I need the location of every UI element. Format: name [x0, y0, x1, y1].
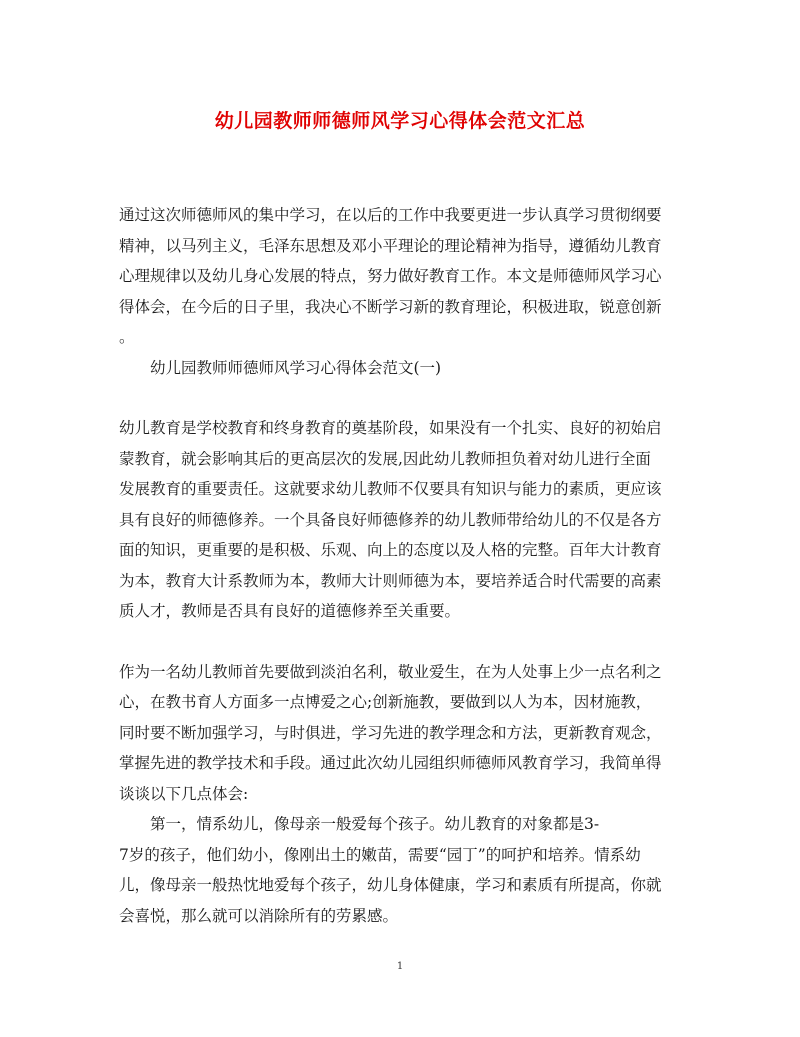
- text-line: 蒙教育，就会影响其后的更高层次的发展,因此幼儿教师担负着对幼儿进行全面: [119, 449, 651, 468]
- text-line: 精神，以马列主义，毛泽东思想及邓小平理论的理论精神为指导，遵循幼儿教育: [119, 236, 662, 255]
- paragraph-1: [119, 413, 685, 627]
- text-line: 心理规律以及幼儿身心发展的特点，努力做好教育工作。本文是师德师风学习心: [119, 267, 662, 285]
- text-line: 会喜悦，那么就可以消除所有的劳累感。: [119, 906, 399, 925]
- text-line: 质人才，教师是否具有良好的道德修养至关重要。: [119, 602, 461, 620]
- text-line: 儿，像母亲一般热忱地爱每个孩子，幼儿身体健康，学习和素质有所提高，你就: [119, 876, 662, 894]
- text-line: 为本，教育大计系教师为本，教师大计则师德为本，要培养适合时代需要的高素: [119, 571, 662, 590]
- text-line: 第一，情系幼儿，像母亲一般爱每个孩子。幼儿教育的对象都是3-: [150, 815, 600, 833]
- section-subheading: 幼儿园教师师德师风学习心得体会范文(一): [150, 358, 442, 377]
- text-line: 7岁的孩子，他们幼小，像刚出土的嫩苗，需要“园丁”的呵护和培养。情系幼: [119, 845, 641, 864]
- text-line: 同时要不断加强学习，与时俱进，学习先进的教学理念和方法，更新教育观念，: [119, 723, 662, 742]
- paragraph-3: [119, 809, 685, 931]
- document-body: [119, 200, 685, 931]
- text-line: 谈谈以下几点体会:: [119, 784, 249, 803]
- text-line: 。: [119, 328, 135, 346]
- intro-paragraph: [119, 200, 685, 353]
- text-line: 得体会，在今后的日子里，我决心不断学习新的教育理论，积极进取，锐意创新: [119, 297, 662, 316]
- text-line: 作为一名幼儿教师首先要做到淡泊名利，敬业爱生，在为人处事上少一点名利之: [119, 662, 662, 681]
- text-line: 掌握先进的教学技术和手段。通过此次幼儿园组织师德师风教育学习，我简单得: [119, 754, 662, 772]
- text-line: 面的知识，更重要的是积极、乐观、向上的态度以及人格的完整。百年大计教育: [119, 541, 662, 559]
- text-line: 具有良好的师德修养。一个具备良好师德修养的幼儿教师带给幼儿的不仅是各方: [119, 510, 662, 529]
- text-line: 幼儿教育是学校教育和终身教育的奠基阶段，如果没有一个扎实、良好的初始启: [119, 419, 662, 437]
- paragraph-2: [119, 657, 685, 810]
- document-title: 幼儿园教师师德师风学习心得体会范文汇总: [214, 110, 586, 132]
- text-line: 心，在教书育人方面多一点博爱之心;创新施教，要做到以人为本，因材施教，: [119, 693, 652, 711]
- page-number: 1: [396, 961, 404, 972]
- text-line: 发展教育的重要责任。这就要求幼儿教师不仅要具有知识与能力的素质，更应该: [119, 480, 662, 498]
- text-line: 通过这次师德师风的集中学习，在以后的工作中我要更进一步认真学习贯彻纲要: [119, 206, 662, 224]
